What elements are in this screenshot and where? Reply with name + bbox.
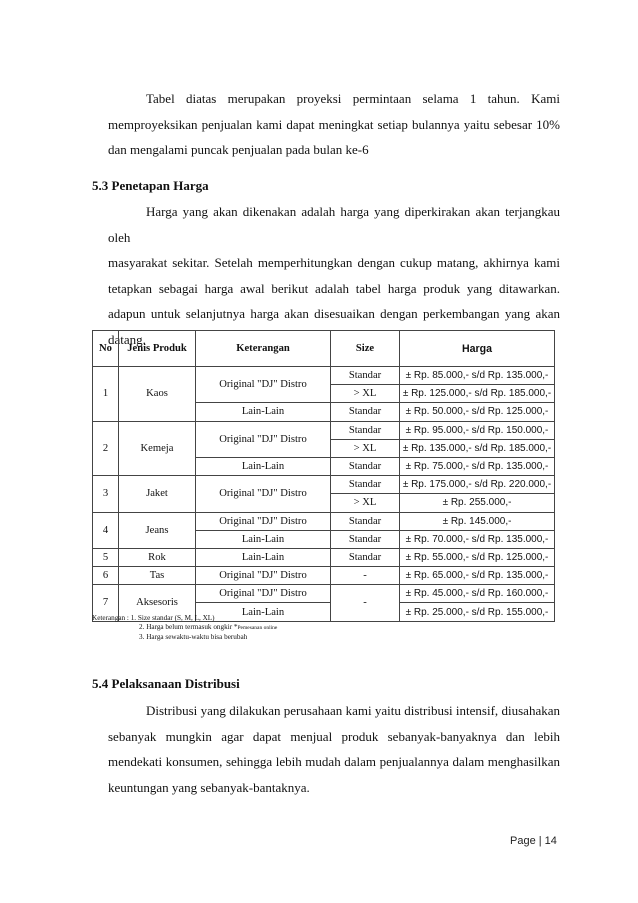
product-no: 6 xyxy=(93,567,119,585)
product-size: > XL xyxy=(331,439,400,457)
product-no: 5 xyxy=(93,548,119,566)
section-54-heading: 5.4 Pelaksanaan Distribusi xyxy=(92,676,240,691)
header-size: Size xyxy=(331,331,400,367)
price-table xyxy=(92,330,555,622)
product-harga: ± Rp. 135.000,- s/d Rp. 185.000,- xyxy=(400,439,555,457)
table-row xyxy=(93,476,555,494)
table-row xyxy=(93,367,555,385)
product-harga: ± Rp. 50.000,- s/d Rp. 125.000,- xyxy=(400,403,555,421)
product-keterangan: Original "DJ" Distro xyxy=(196,367,331,403)
notes-line-1: Keterangan : 1. Size standar (S, M, L, XL) xyxy=(92,614,215,622)
table-row xyxy=(93,512,555,530)
product-size: - xyxy=(331,585,400,621)
table-row xyxy=(93,585,555,603)
table-row xyxy=(93,421,555,439)
product-no: 3 xyxy=(93,476,119,512)
header-keterangan: Keterangan xyxy=(196,331,331,367)
product-harga: ± Rp. 255.000,- xyxy=(400,494,555,512)
product-size: Standar xyxy=(331,530,400,548)
product-no: 2 xyxy=(93,421,119,476)
notes-line-3: 3. Harga sewaktu-waktu bisa berubah xyxy=(139,632,248,641)
product-no: 1 xyxy=(93,367,119,422)
product-no: 4 xyxy=(93,512,119,548)
product-harga: ± Rp. 175.000,- s/d Rp. 220.000,- xyxy=(400,476,555,494)
section-54-line: sebanyak mungkin agar dapat menjual produk sebanyak-banyaknya dan lebih xyxy=(108,728,560,744)
section-53-heading: 5.3 Penetapan Harga xyxy=(92,178,209,193)
section-54-line: keuntungan yang sebanyak-bantaknya. xyxy=(108,779,310,795)
product-harga: ± Rp. 70.000,- s/d Rp. 135.000,- xyxy=(400,530,555,548)
product-harga: ± Rp. 145.000,- xyxy=(400,512,555,530)
product-harga: ± Rp. 55.000,- s/d Rp. 125.000,- xyxy=(400,548,555,566)
product-harga: ± Rp. 65.000,- s/d Rp. 135.000,- xyxy=(400,567,555,585)
product-harga: ± Rp. 85.000,- s/d Rp. 135.000,- xyxy=(400,367,555,385)
section-53-line: datang. xyxy=(108,331,146,347)
product-size: Standar xyxy=(331,457,400,475)
header-no: No xyxy=(93,331,119,367)
product-keterangan: Original "DJ" Distro xyxy=(196,476,331,512)
product-name: Tas xyxy=(119,567,196,585)
product-keterangan: Original "DJ" Distro xyxy=(196,421,331,457)
product-keterangan: Original "DJ" Distro xyxy=(196,512,331,530)
page-number: Page | 14 xyxy=(510,835,557,847)
header-jenis-produk: Jenis Produk xyxy=(119,331,196,367)
product-keterangan: Lain-Lain xyxy=(196,603,331,621)
product-keterangan: Lain-Lain xyxy=(196,548,331,566)
product-keterangan: Original "DJ" Distro xyxy=(196,567,331,585)
product-harga: ± Rp. 45.000,- s/d Rp. 160.000,- xyxy=(400,585,555,603)
table-header-row xyxy=(93,331,555,367)
product-keterangan: Lain-Lain xyxy=(196,403,331,421)
table-notes xyxy=(92,614,277,641)
header-harga: Harga xyxy=(400,331,555,367)
table-row xyxy=(93,548,555,566)
product-name: Rok xyxy=(119,548,196,566)
section-53-line: tetapkan sebagai harga awal berikut adalah tabel harga produk yang ditawarkan. xyxy=(108,280,560,296)
intro-line: dan mengalami puncak penjualan pada bulan ke-6 xyxy=(108,142,369,158)
notes-line-2 xyxy=(92,623,277,633)
section-54-line: mendekati konsumen, sehingga lebih mudah dalam penjualannya dalam menghasilkan xyxy=(108,754,560,770)
product-harga: ± Rp. 25.000,- s/d Rp. 155.000,- xyxy=(400,603,555,621)
notes-item-2: 2. Harga belum termasuk ongkir * xyxy=(139,622,238,631)
section-54-paragraph xyxy=(108,698,560,800)
table-row xyxy=(93,567,555,585)
product-size: - xyxy=(331,567,400,585)
product-name: Jeans xyxy=(119,512,196,548)
product-harga: ± Rp. 125.000,- s/d Rp. 185.000,- xyxy=(400,385,555,403)
section-53-line: Harga yang akan dikenakan adalah harga yang diperkirakan akan terjangkau oleh xyxy=(108,204,560,245)
intro-line: memproyeksikan penjualan kami dapat meningkat setiap bulannya yaitu sebesar 10% xyxy=(108,116,560,132)
product-name: Jaket xyxy=(119,476,196,512)
product-harga: ± Rp. 75.000,- s/d Rp. 135.000,- xyxy=(400,457,555,475)
notes-item-2-small: Pemesanan online xyxy=(237,624,278,631)
product-harga: ± Rp. 95.000,- s/d Rp. 150.000,- xyxy=(400,421,555,439)
product-name: Kemeja xyxy=(119,421,196,476)
section-53-line: adapun untuk selanjutnya harga akan disesuaikan dengan perkembangan yang akan xyxy=(108,306,560,322)
product-size: Standar xyxy=(331,512,400,530)
section-53-line: masyarakat sekitar. Setelah memperhitungkan dengan cukup matang, akhirnya kami xyxy=(108,255,560,271)
intro-line: Tabel diatas merupakan proyeksi permintaan selama 1 tahun. Kami xyxy=(146,91,560,106)
product-keterangan: Lain-Lain xyxy=(196,457,331,475)
product-name: Aksesoris xyxy=(119,585,196,621)
product-size: Standar xyxy=(331,548,400,566)
product-size: Standar xyxy=(331,367,400,385)
product-size: Standar xyxy=(331,476,400,494)
product-name: Kaos xyxy=(119,367,196,422)
product-keterangan: Lain-Lain xyxy=(196,530,331,548)
product-keterangan: Original "DJ" Distro xyxy=(196,585,331,603)
product-no: 7 xyxy=(93,585,119,621)
product-size: > XL xyxy=(331,385,400,403)
intro-paragraph xyxy=(108,86,560,163)
product-size: > XL xyxy=(331,494,400,512)
section-54-line: Distribusi yang dilakukan perusahaan kami yaitu distribusi intensif, diusahakan xyxy=(146,703,560,718)
product-size: Standar xyxy=(331,403,400,421)
product-size: Standar xyxy=(331,421,400,439)
